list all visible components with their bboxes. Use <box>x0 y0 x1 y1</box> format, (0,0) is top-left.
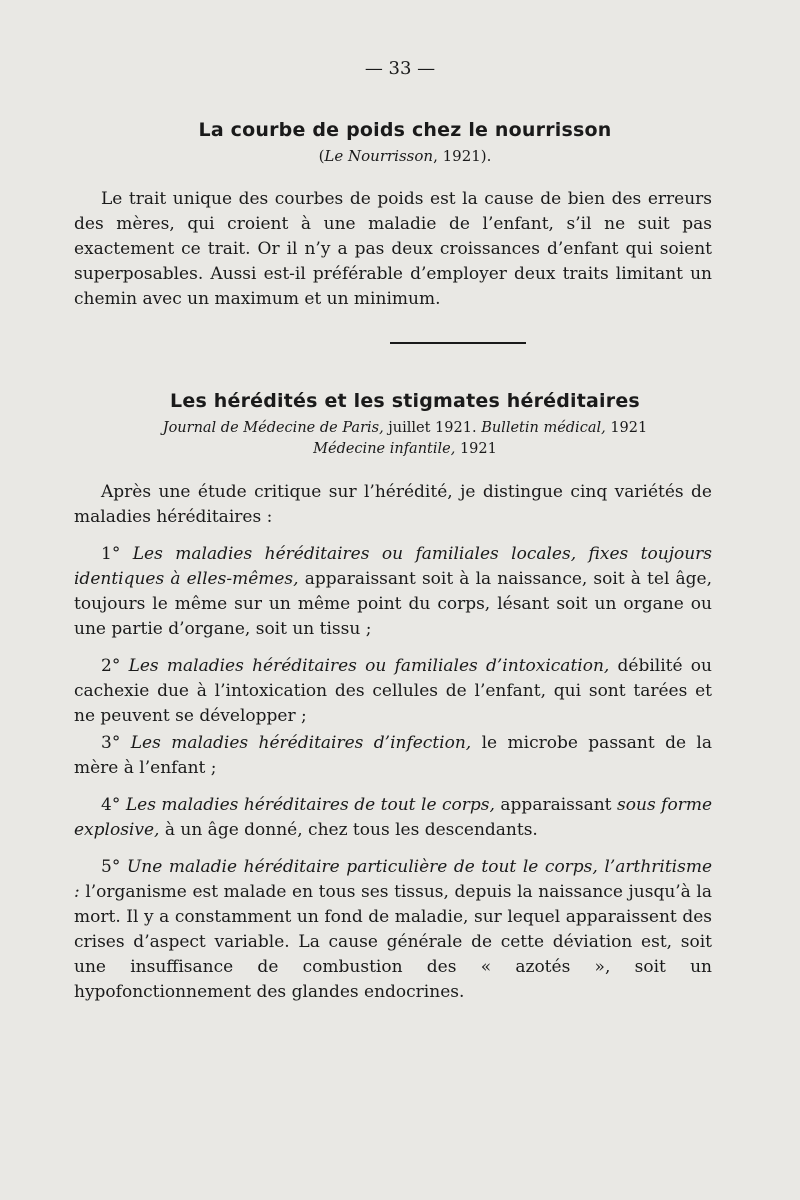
item-heading: Les maladies héréditaires ou familiales d’intoxication, <box>128 656 610 676</box>
section-source-nourrisson: (Le Nourrisson, 1921). <box>318 147 492 165</box>
item-number: 4° <box>101 795 121 815</box>
list-item-1 <box>74 542 712 642</box>
section-title-heredity: Les hérédités et les stigmates héréditaires <box>170 390 640 412</box>
source-line-1 <box>98 418 712 439</box>
list-item-5 <box>74 855 712 1005</box>
item-text: débilité ou cachexie due à l’intoxication des cellules de l’enfant, qui sont tarées et ne peuvent se développer ; <box>74 656 712 726</box>
item-text: le microbe passant de la mère à l’enfant ; <box>74 733 713 778</box>
source-journal-date: juillet 1921. <box>383 420 482 436</box>
item-number: 3° <box>101 733 121 753</box>
item-text: apparaissant <box>494 795 618 815</box>
source-infantile: Médecine infantile, <box>313 441 456 457</box>
section-title-weight-curve: La courbe de poids chez le nourrisson <box>198 119 612 141</box>
list-item-2 <box>74 654 712 729</box>
source-journal: Journal de Médecine de Paris, <box>162 420 384 436</box>
item-text: apparaissant soit à la naissance, soit à tel âge, toujours le même sur un même point du corps, lésant soit un organe ou une partie d’organe, soit un tissu ; <box>74 569 713 639</box>
list-item-3 <box>74 731 712 781</box>
item-heading: Une maladie héréditaire particulière de tout le corps, l’arthritisme : <box>74 857 713 902</box>
source-year: , 1921). <box>433 147 492 165</box>
item-heading-2: sous forme explosive, <box>74 795 713 840</box>
section-sources-heredity <box>98 418 712 460</box>
source-bulletin: Bulletin médical, <box>481 420 606 436</box>
item-heading: Les maladies héréditaires d’infection, <box>130 733 472 753</box>
item-heading: Les maladies héréditaires ou familiales locales, fixes toujours identiques à elles-mêmes, <box>74 544 713 589</box>
item-heading: Les maladies héréditaires de tout le corps, <box>125 795 495 815</box>
item-number: 2° <box>101 656 121 676</box>
source-line-2 <box>98 439 712 460</box>
item-number: 1° <box>101 544 121 564</box>
source-title: Le Nourrisson <box>324 147 434 165</box>
item-text-2: à un âge donné, chez tous les descendants. <box>159 820 538 840</box>
paragraph-weight-curve: Le trait unique des courbes de poids est la cause de bien des erreurs des mères, qui croient à une maladie de l’enfant, s’il ne suit pas exactement ce trait. Or il n’y a pas deux croissances d’enfant qui soient superposables. Aussi est-il préférable d’employer deux traits limitant un chemin avec un maximum et un minimum. <box>74 189 712 309</box>
item-text: l’organisme est malade en tous ses tissus, depuis la naissance jusqu’à la mort. Il y a constamment un fond de maladie, sur lequel apparaissent des crises d’aspect variable. La cause générale de cette déviation est, soit une insuffisance de combustion des « azotés », soit un hypofonctionnement des glandes endocrines. <box>74 882 712 1002</box>
page-number: — 33 — <box>364 58 436 79</box>
source-bulletin-year: 1921 <box>605 420 648 436</box>
paragraph-intro: Après une étude critique sur l’hérédité, je distingue cinq variétés de maladies héréditaires : <box>74 482 712 527</box>
list-item-4 <box>74 793 712 843</box>
item-number: 5° <box>101 857 121 877</box>
source-infantile-year: 1921 <box>455 441 497 457</box>
section-divider <box>390 342 526 344</box>
